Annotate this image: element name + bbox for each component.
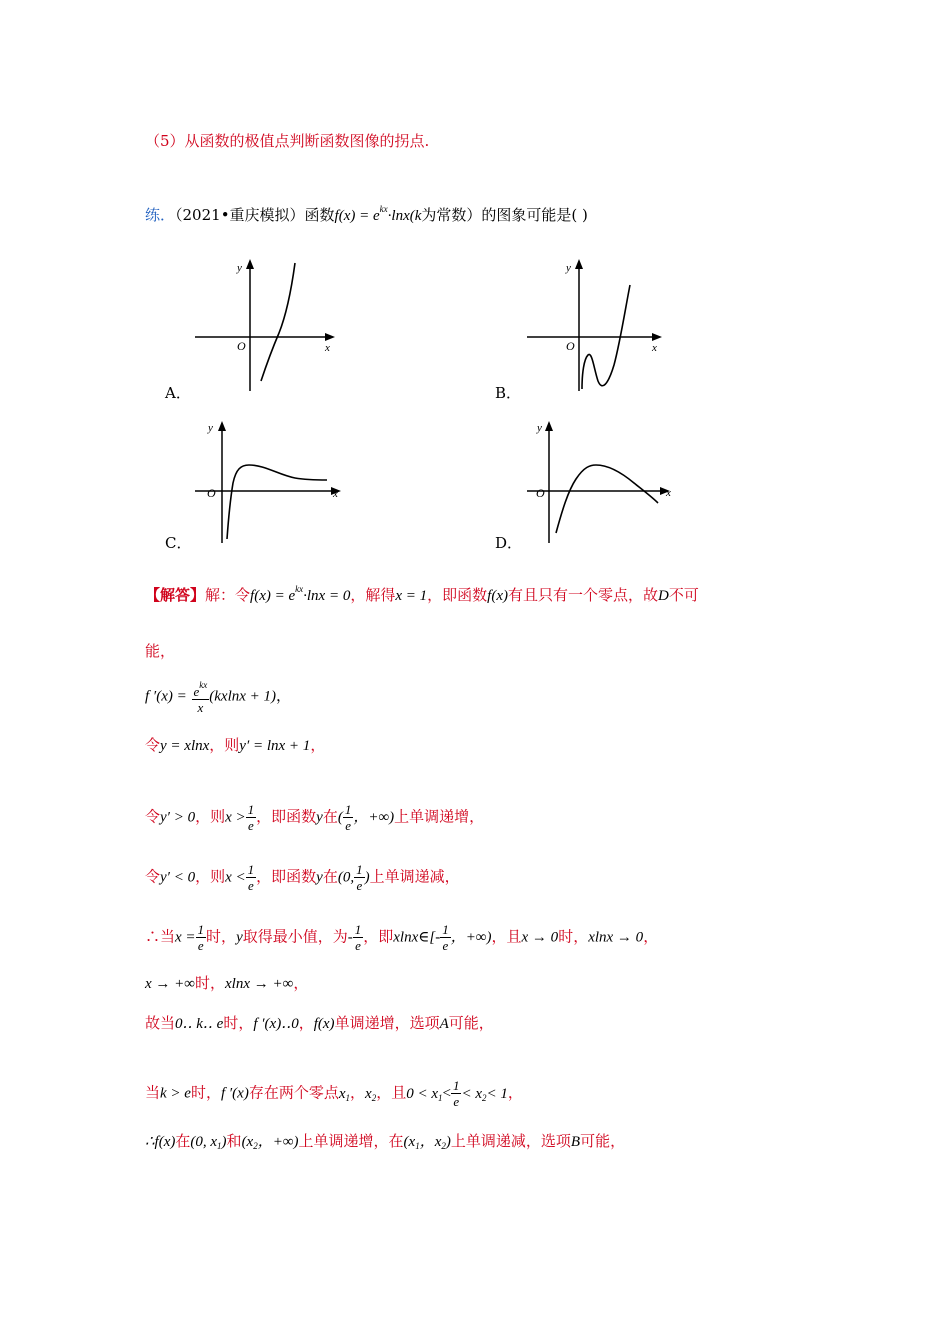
x-label: x [333,488,338,500]
text: ，解得 [350,586,396,604]
formula: x = 1 [395,588,428,604]
answer-line-6: 令y′ < 0，则x < $\frac{1}{e}$ ，即函数y在(0, $\frac{1}{e}$ )上单调递减， [145,862,460,893]
option-b-label: B． [495,384,522,402]
x-label: x [652,342,657,354]
formula: $f(x) = e^{kx}\cdot\ln x = 0$ [250,584,351,604]
x-label: x [666,487,671,499]
question-source: （2021•重庆模拟）函数 [175,206,335,224]
answer-line-7: ∴当x = $\frac{1}{e}$ 时，y取得最小值，为- $\frac{1}{e}$ ，即xlnx∈[- $\frac{1}{e}$ ，+∞)，且x → 0时，xlnx → 0， [145,922,659,953]
formula: (kxlnx + 1) [209,688,277,705]
answer-line-9: 故当0‥ k‥ e时，f ′(x)‥0，f(x)单调递增，选项A可能， [145,1014,494,1032]
origin-label: O [536,486,545,500]
origin-label: O [566,339,575,353]
graph-c [195,415,345,547]
question-suffix: 为常数）的图象可能是 [421,206,572,224]
curve [261,263,295,381]
option-d-label: D． [495,534,523,552]
x-axis-arrow [325,333,335,341]
answer-tag: 【解答】 [145,586,206,604]
text: 不可 [668,586,699,604]
graph-b [522,255,667,395]
formula: D [658,588,669,604]
text: 有且只有一个零点，故 [507,586,658,604]
option-a-label: A． [165,384,191,402]
question-formula: $f(x) = e^{kx}\cdot\ln x(k$ [334,204,422,224]
answer-line-3 [145,678,291,715]
answer-line-1 [145,584,699,605]
answer-blank: ( ) [571,206,588,224]
curve [556,465,658,533]
y-label: y [208,422,213,434]
text: 解：令 [205,586,251,604]
formula: f ′(x) = [145,688,187,705]
question-line [145,204,588,225]
text: ，即函数 [427,586,488,604]
answer-line-11: ∴f(x)在(0, $x_1$)和($x_2$，+∞)上单调递增，在($x_1$，$x_2$)上单调递减，选项B可能， [145,1132,626,1151]
text: ， [276,686,292,705]
formula: f(x) [487,588,508,604]
answer-line-10: 当k > e时，f ′(x)存在两个零点$x_1$，$x_2$，且$0 < x_1<$ $\frac{1}{e}$ < $x_2< 1$， [145,1078,523,1109]
section-heading: （5）从函数的极值点判断函数图像的拐点. [145,132,430,150]
y-label: y [537,422,542,434]
answer-line-4: 令y = xlnx，则y′ = lnx + 1， [145,736,326,754]
y-label: y [237,262,242,274]
curve [227,465,327,539]
fraction: $\frac{e^{kx}}{x}$ [193,680,208,715]
x-axis-arrow [652,333,662,341]
x-label: x [325,342,330,354]
origin-label: O [207,486,216,500]
y-axis-arrow [545,421,553,431]
origin-label: O [237,339,246,353]
option-c-label: C． [165,534,192,552]
question-prefix: 练． [145,206,176,224]
y-axis-arrow [246,259,254,269]
y-axis-arrow [218,421,226,431]
y-label: y [566,262,571,274]
answer-line-8: x → +∞时，xlnx → +∞， [145,974,309,992]
answer-line-5: 令y′ > 0，则x > $\frac{1}{e}$ ，即函数y在( $\frac{1}{e}$ ，+∞)上单调递增， [145,802,485,833]
graph-d [522,415,677,547]
graph-a [195,255,340,395]
answer-line-2: 能， [145,642,176,660]
y-axis-arrow [575,259,583,269]
